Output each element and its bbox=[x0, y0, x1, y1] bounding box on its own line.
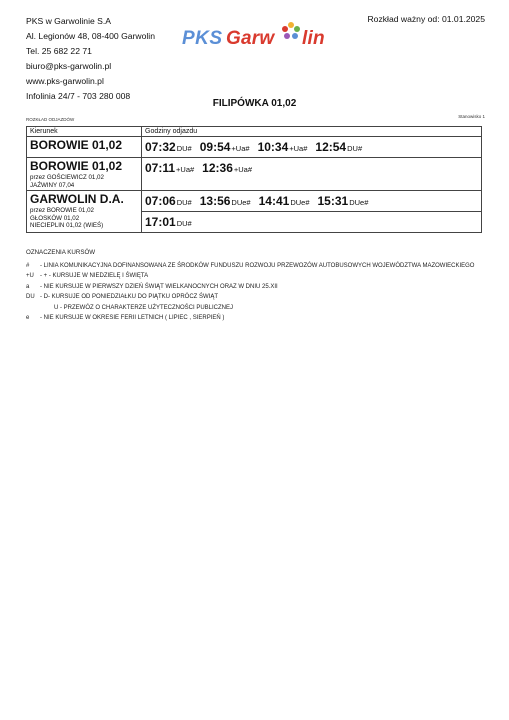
departure-time[interactable]: 13:56DUe# bbox=[199, 194, 251, 208]
via-stop: przez BOROWIE 01,02 bbox=[30, 207, 94, 214]
destination-name: GARWOLIN D.A. bbox=[30, 192, 124, 206]
legend-symbol: +U bbox=[26, 273, 34, 279]
company-info bbox=[26, 14, 155, 104]
via-stop: GŁOSKÓW 01,02 bbox=[30, 214, 80, 222]
departure-time[interactable]: 07:11+Ua# bbox=[145, 161, 195, 175]
departure-time[interactable]: 10:34+Ua# bbox=[257, 140, 308, 154]
legend-text: - NIE KURSUJE W PIERWSZY DZIEŃ ŚWIĄT WIELKANOCNYCH ORAZ W DNIU 25.XII bbox=[40, 283, 278, 290]
departure-times-line bbox=[142, 191, 481, 212]
departure-time[interactable]: 14:41DUe# bbox=[258, 194, 310, 208]
table-row bbox=[27, 191, 482, 233]
company-address: Al. Legionów 48, 08-400 Garwolin bbox=[26, 31, 155, 41]
logo-lin-text: lin bbox=[302, 28, 325, 49]
departure-times-line bbox=[142, 212, 481, 232]
legend-text: - LINIA KOMUNIKACYJNA DOFINANSOWANA ZE ŚRODKÓW FUNDUSZU ROZWOJU PRZEWOZÓW AUTOBUSOWYCH WOJEWÓDZTWA MAZOWIECKIEGO bbox=[40, 262, 475, 269]
table-row bbox=[27, 158, 482, 191]
times-cell bbox=[142, 191, 482, 233]
legend-symbol: # bbox=[26, 262, 30, 269]
times-cell bbox=[142, 158, 482, 191]
legend-symbol: a bbox=[26, 283, 30, 290]
legend-text: U - PRZEWÓZ O CHARAKTERZE UŻYTECZNOŚCI PUBLICZNEJ bbox=[54, 304, 234, 311]
direction-cell bbox=[27, 158, 142, 191]
times-header: Godziny odjazdu bbox=[142, 127, 482, 137]
direction-header: Kierunek bbox=[27, 127, 142, 137]
departure-time[interactable]: 07:32DU# bbox=[145, 140, 192, 154]
legend-symbol bbox=[26, 303, 40, 314]
company-phone: Tel. 25 682 22 71 bbox=[26, 46, 92, 56]
departure-time[interactable]: 12:54DU# bbox=[315, 140, 363, 154]
timetable-header bbox=[27, 127, 482, 137]
legend-item bbox=[26, 313, 486, 324]
table-row bbox=[27, 137, 482, 158]
validity-date: Rozkład ważny od: 01.01.2025 bbox=[367, 14, 485, 24]
platform-label: Stanowisko 1 bbox=[458, 114, 485, 119]
legend-symbol: DU bbox=[26, 294, 35, 300]
departure-time[interactable]: 09:54+Ua# bbox=[199, 140, 250, 154]
company-name: PKS w Garwolinie S.A bbox=[26, 16, 112, 26]
company-hotline: Infolinia 24/7 - 703 280 008 bbox=[26, 91, 131, 101]
legend-text: - D- KURSUJE OD PONIEDZIAŁKU DO PIĄTKU OPRÓCZ ŚWIĄT bbox=[40, 294, 219, 300]
departure-time[interactable]: 12:36+Ua# bbox=[202, 161, 253, 175]
legend-item bbox=[26, 282, 486, 293]
legend-text: - NIE KURSUJE W OKRESIE FERII LETNICH ( LIPIEC , SIERPIEŃ ) bbox=[40, 315, 225, 321]
stop-title: FILIPÓWKA 01,02 bbox=[212, 98, 297, 109]
departure-time[interactable]: 15:31DUe# bbox=[317, 194, 369, 208]
legend-symbol: e bbox=[26, 315, 30, 321]
via-stop: NIECIEPLIN 01,02 (WIEŚ) bbox=[30, 222, 104, 229]
logo-garw-text: Garw bbox=[226, 28, 275, 49]
departure-time[interactable]: 07:06DU# bbox=[145, 194, 192, 208]
destination-name: BOROWIE 01,02 bbox=[30, 159, 123, 173]
company-email[interactable]: biuro@pks-garwolin.pl bbox=[26, 61, 112, 71]
direction-cell bbox=[27, 137, 142, 158]
via-stop: JAŹWINY 07,04 bbox=[30, 181, 75, 189]
pks-garwolin-logo bbox=[182, 18, 342, 58]
legend-item bbox=[26, 271, 486, 282]
departure-times-line bbox=[145, 138, 478, 156]
destination-name: BOROWIE 01,02 bbox=[30, 138, 123, 152]
legend-item bbox=[26, 292, 486, 303]
timetable bbox=[26, 126, 482, 233]
via-stop: przez GOŚCIEWICZ 01,02 bbox=[30, 174, 104, 181]
departure-time[interactable]: 17:01DU# bbox=[145, 215, 192, 229]
legend-item bbox=[26, 303, 486, 314]
departure-times-line bbox=[145, 159, 478, 177]
legend-text: - + - KURSUJE W NIEDZIELĘ I ŚWIĘTA bbox=[40, 273, 149, 279]
legend-item bbox=[26, 261, 486, 272]
departures-label: ROZKŁAD ODJAZDÓW bbox=[26, 117, 75, 122]
legend-title: OZNACZENIA KURSÓW bbox=[26, 249, 96, 256]
logo-flower-icon bbox=[280, 18, 302, 40]
legend bbox=[26, 248, 486, 324]
direction-cell bbox=[27, 191, 142, 233]
times-cell bbox=[142, 137, 482, 158]
company-website[interactable]: www.pks-garwolin.pl bbox=[26, 76, 104, 86]
logo-pks-text: PKS bbox=[182, 28, 223, 49]
